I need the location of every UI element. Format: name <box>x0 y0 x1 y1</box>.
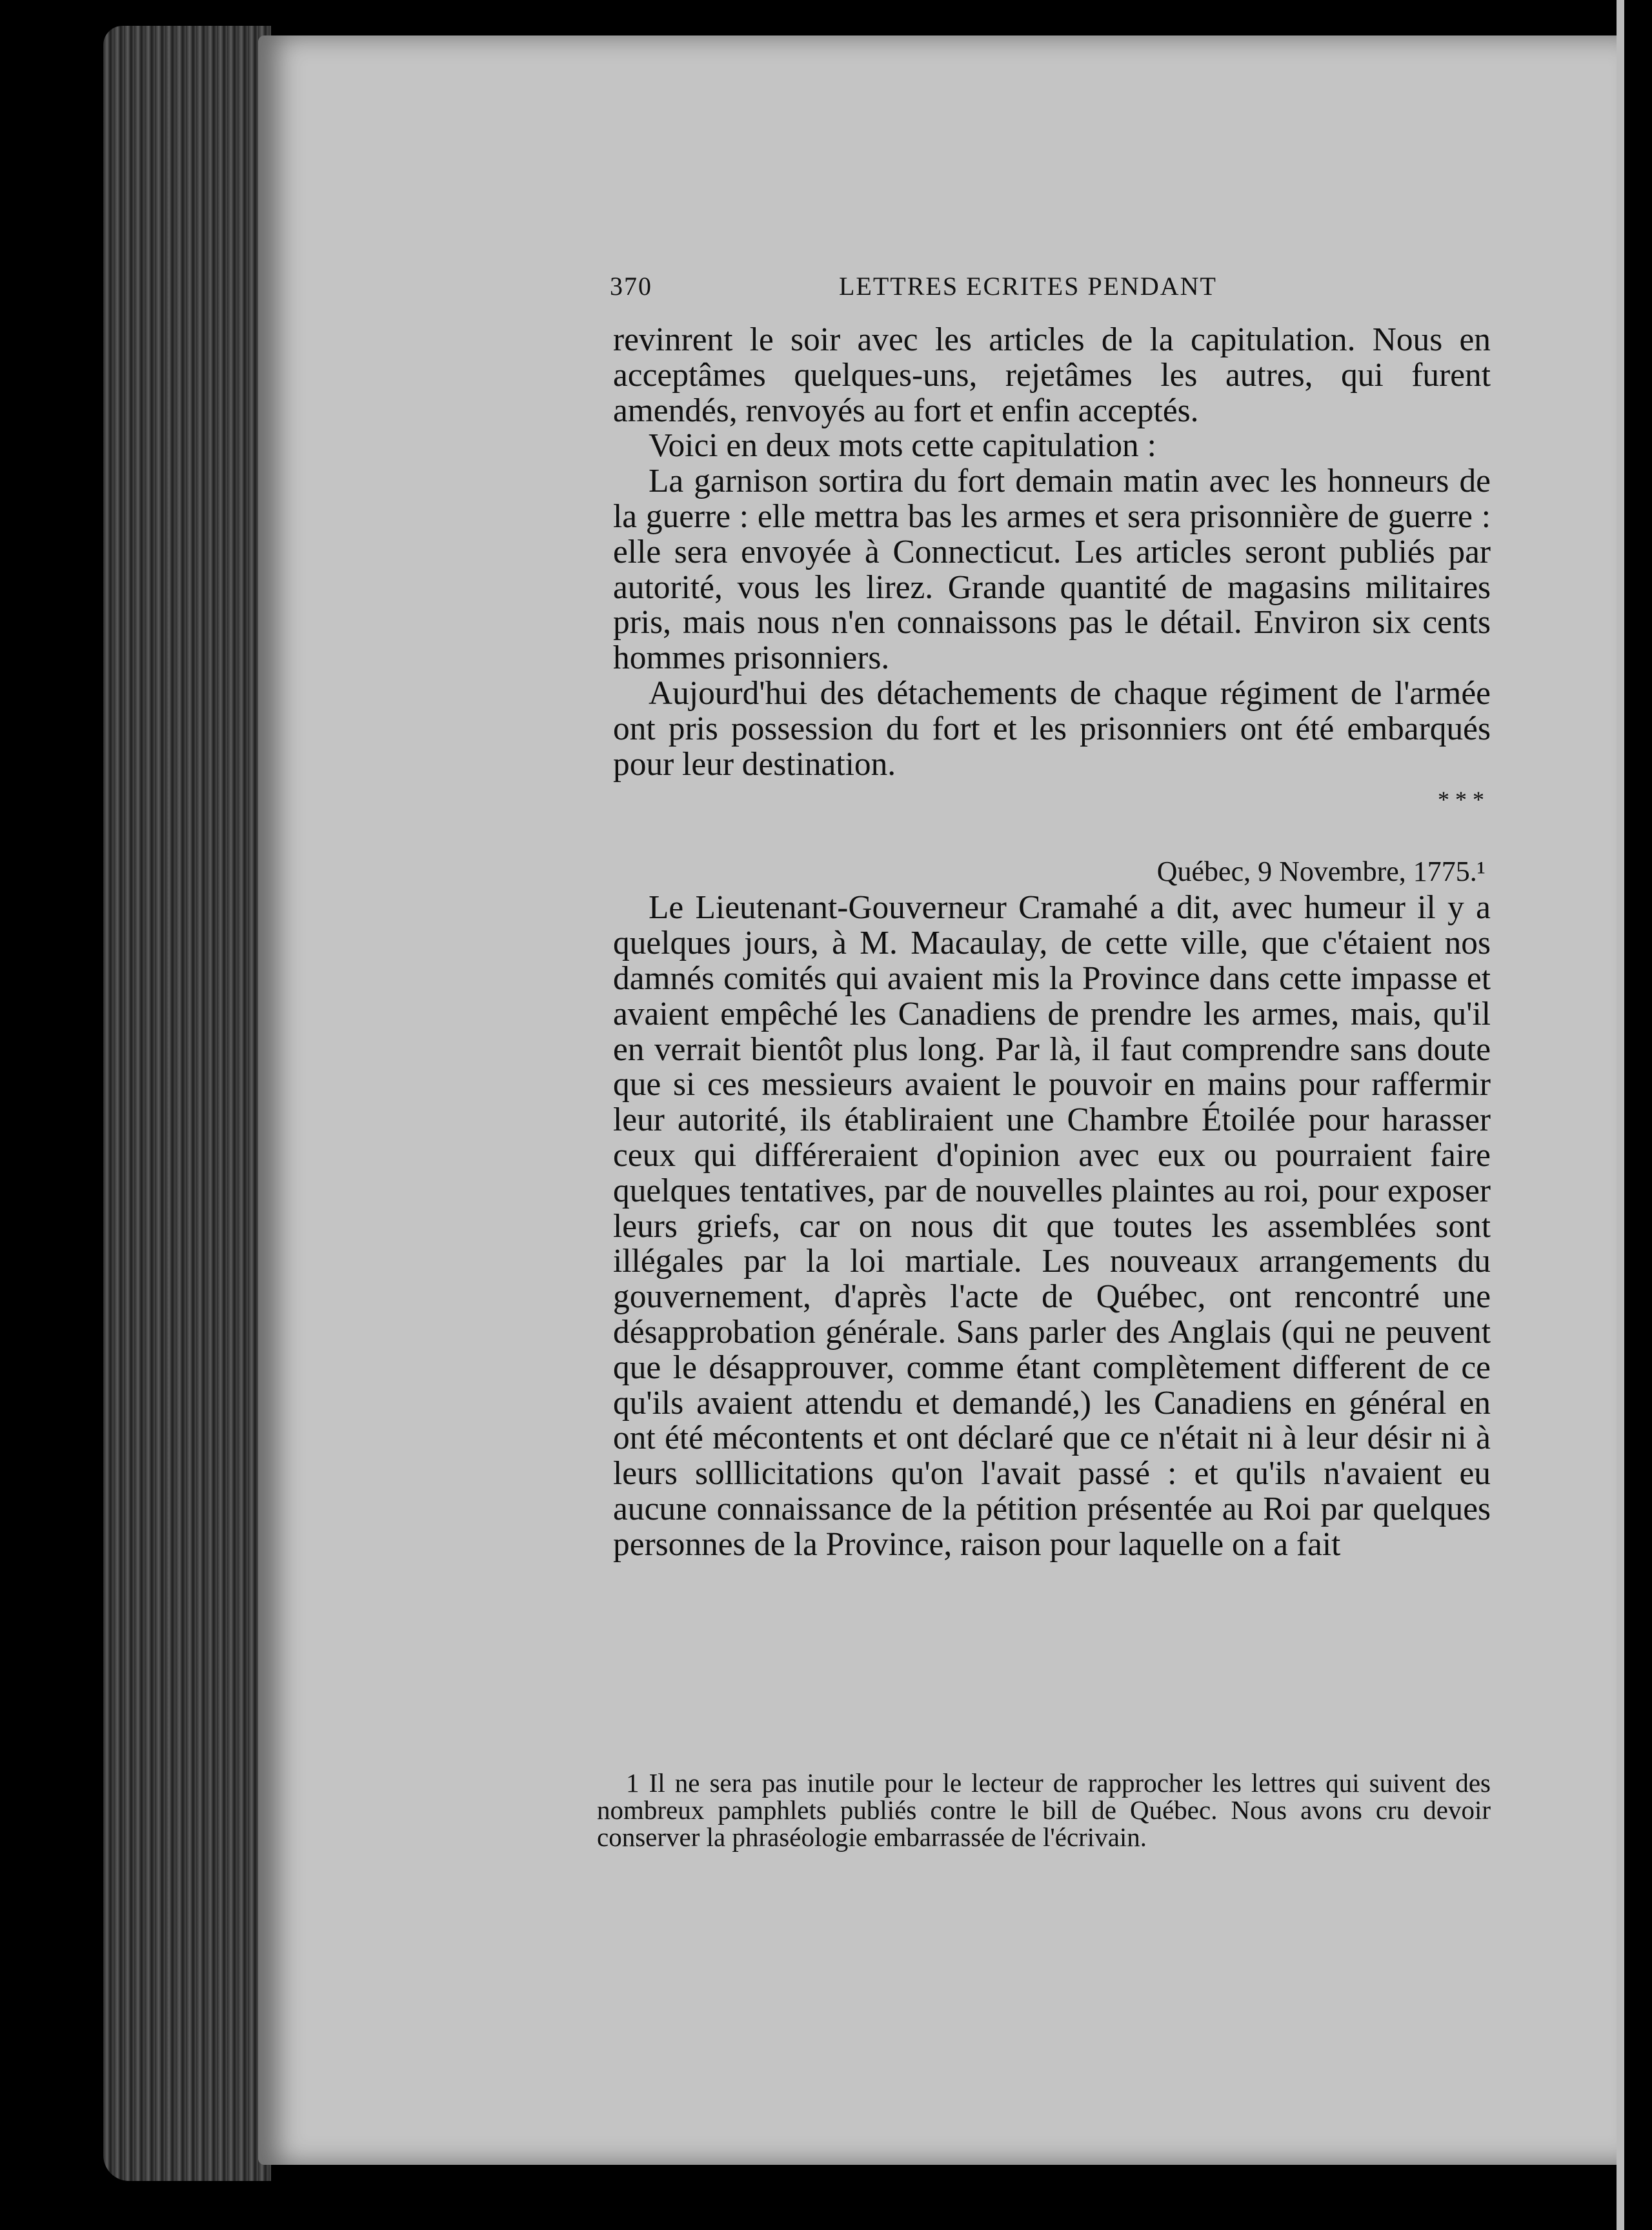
paragraph-detachments: Aujourd'hui des détachements de chaque régiment de l'armée ont pris possession du fort et les prisonniers ont été embarqués pour leur destination. <box>613 674 1491 783</box>
page-number: 370 <box>610 272 652 301</box>
facing-page-edge <box>1617 0 1624 2230</box>
footnote <box>597 1769 1491 1851</box>
letter-dateline: Québec, 9 Novembre, 1775.¹ <box>1156 856 1486 888</box>
paragraph-continuation: revinrent le soir avec les articles de la capitulation. Nous en acceptâmes quelques-uns, rejetâmes les autres, qui furent amendés, renvoyés au fort et enfin acceptés. <box>613 321 1491 429</box>
paragraph-capitulation-terms: La garnison sortira du fort demain matin avec les honneurs de la guerre : elle mettra bas les armes et sera prisonnière de guerre : elle sera envoyée à Connecticut. Les articles seront publiés par autorité, vous les lirez. Grande quantité de magasins militaires pris, mais nous n'en connaissons pas le détail. Environ six cents hommes prisonniers. <box>613 463 1491 677</box>
book-page-edges <box>103 26 271 2181</box>
paragraph-cramahe: Le Lieutenant-Gouverneur Cramahé a dit, avec humeur il y a quelques jours, à M. Macaulay, de cette ville, que c'étaient nos damnés comités qui avaient mis la Province dans cette impasse et avaient empêché les Canadiens de prendre les armes, mais, qu'il en verrait bientôt plus long. Par là, il faut comprendre sans doute que si ces messieurs avaient le pouvoir en mains pour raffermir leur autorité, ils établiraient une Chambre Étoilée pour harasser ceux qui différeraient d'opinion avec eux ou pourraient faire quelques tentatives, par de nouvelles plaintes au roi, pour exposer leurs griefs, car on nous dit que toutes les assemblées sont illégales par la loi martiale. Les nouveaux arrangements du gouvernement, d'après l'acte de Québec, ont rencontré une désapprobation générale. Sans parler des Anglais (qui ne peuvent que le désapprouver, comme étant complètement different de ce qu'ils avaient attendu et demandé,) les Canadiens en général en ont été mécontents et ont déclaré que ce n'était ni à leur désir ni à leurs solllicitations qu'on l'avait passé : et qu'ils n'avaient eu aucune connaissance de la pétition présentée au Roi par quelques personnes de la Province, raison pour laquelle on a fait <box>613 889 1491 1563</box>
section-separator: * * * <box>1438 787 1484 813</box>
paragraph-capitulation-intro: Voici en deux mots cette capitulation : <box>649 427 1156 465</box>
running-title: LETTRES ECRITES PENDANT <box>839 272 1217 301</box>
footnote-text: 1 Il ne sera pas inutile pour le lecteur de rapprocher les lettres qui suivent des nombreux pamphlets publiés contre le bill de Québec. Nous avons cru devoir conserver la phraséologie embarrassée de l'écrivain. <box>597 1768 1491 1852</box>
body-text <box>613 323 1491 1563</box>
